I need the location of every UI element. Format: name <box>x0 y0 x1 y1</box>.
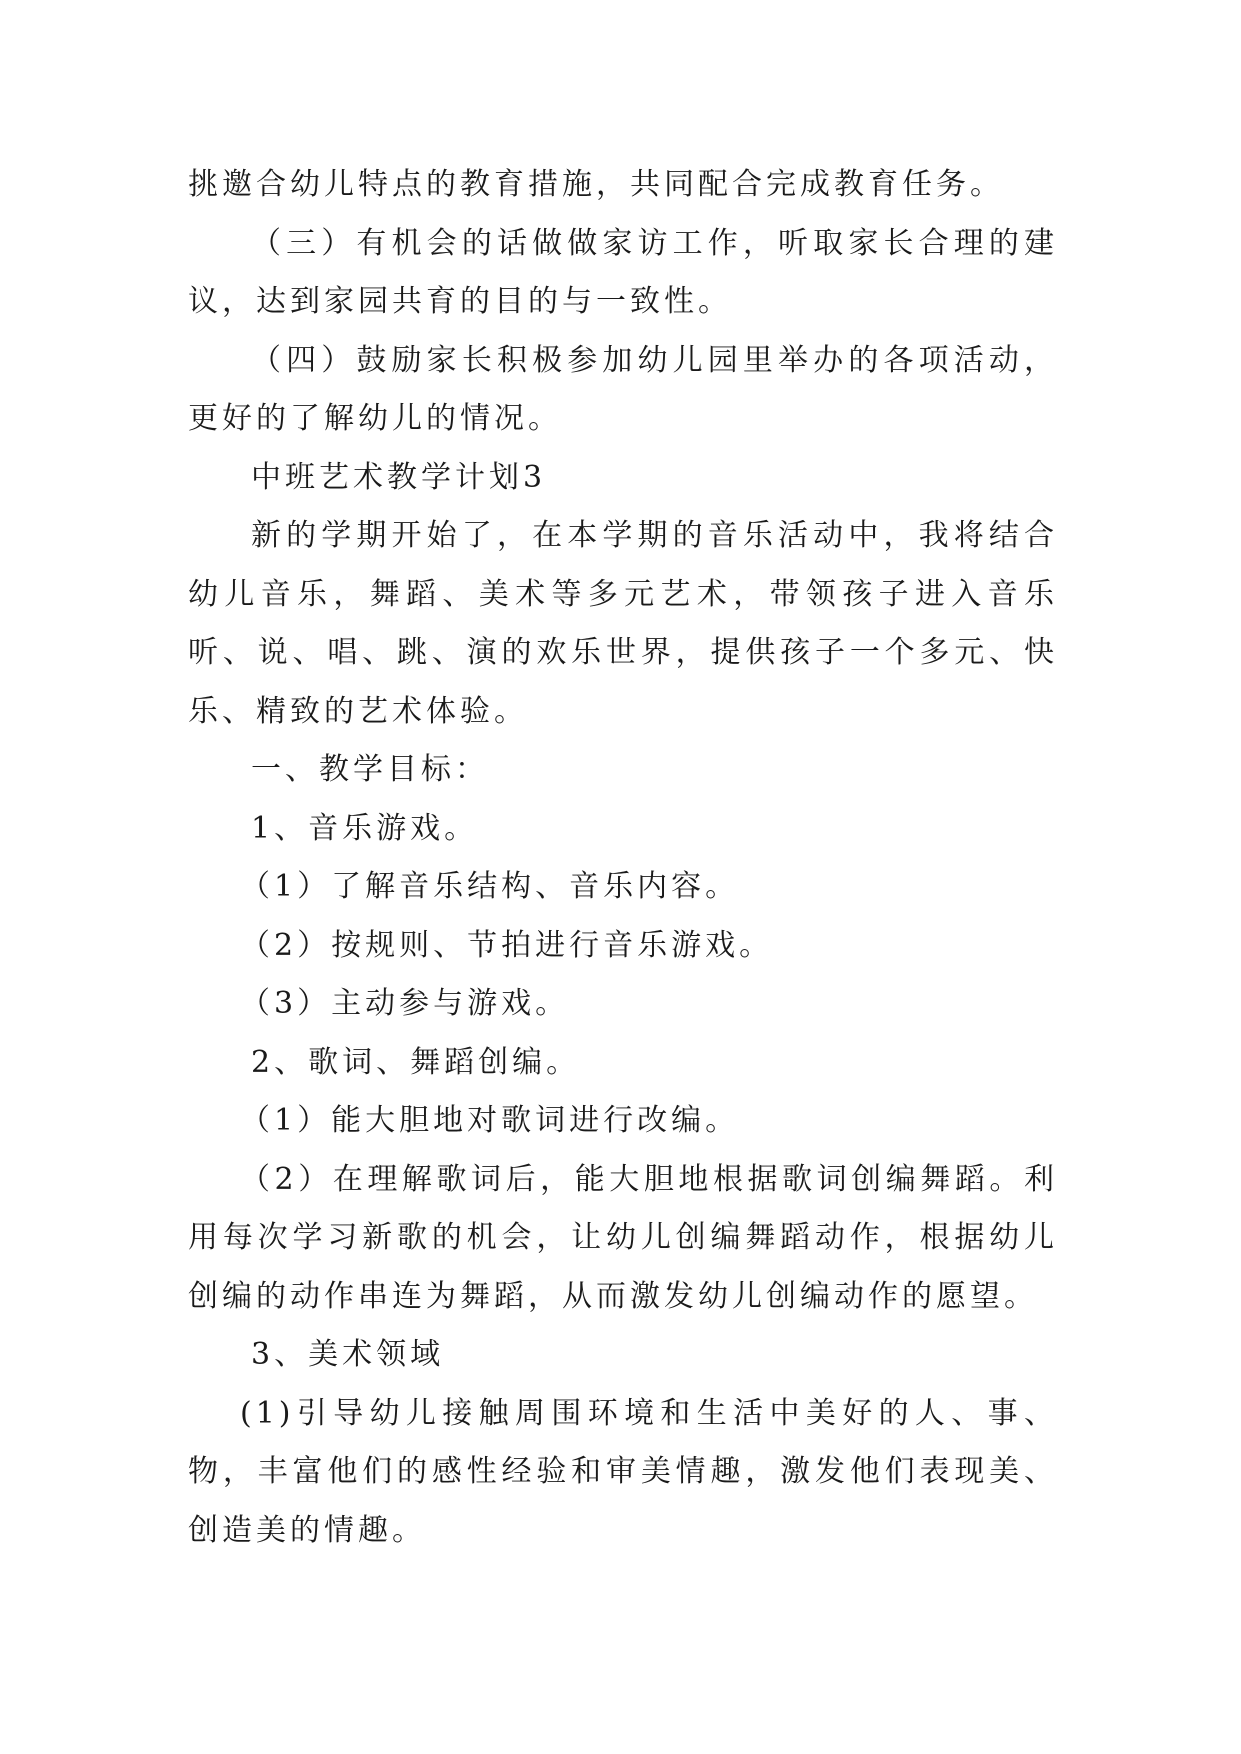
paragraph-intro: 新的学期开始了，在本学期的音乐活动中，我将结合幼儿音乐，舞蹈、美术等多元艺术，带领孩子进入音乐听、说、唱、跳、演的欢乐世界，提供孩子一个多元、快乐、精致的艺术体验。 <box>188 518 1058 729</box>
document-body <box>188 156 1058 1560</box>
subitem-music-structure: （1）了解音乐结构、音乐内容。 <box>240 869 740 904</box>
subitem-active-participation: （3）主动参与游戏。 <box>240 986 570 1021</box>
item-music-games: 1、音乐游戏。 <box>251 810 479 846</box>
subitem-create-dance: （2）在理解歌词后，能大胆地根据歌词创编舞蹈。利用每次学习新歌的机会，让幼儿创编舞蹈动作，根据幼儿创编的动作串连为舞蹈，从而激发幼儿创编动作的愿望。 <box>188 1161 1058 1314</box>
paragraph-continuation: 挑邀合幼儿特点的教育措施，共同配合完成教育任务。 <box>188 167 1004 202</box>
subitem-guide-children: (1)引导幼儿接触周围环境和生活中美好的人、事、物，丰富他们的感性经验和审美情趣，激发他们表现美、创造美的情趣。 <box>188 1395 1058 1548</box>
item-art-field: 3、美术领域 <box>251 1337 445 1372</box>
paragraph-encourage-parents: （四）鼓励家长积极参加幼儿园里举办的各项活动，更好的了解幼儿的情况。 <box>188 342 1058 436</box>
paragraph-home-visit: （三）有机会的话做做家访工作，听取家长合理的建议，达到家园共育的目的与一致性。 <box>188 225 1058 319</box>
section-title: 中班艺术教学计划3 <box>251 459 547 495</box>
heading-teaching-goals: 一、教学目标： <box>251 752 489 787</box>
item-lyrics-dance: 2、歌词、舞蹈创编。 <box>251 1044 581 1080</box>
subitem-rules-rhythm: （2）按规则、节拍进行音乐游戏。 <box>240 927 774 963</box>
subitem-adapt-lyrics: （1）能大胆地对歌词进行改编。 <box>240 1103 740 1138</box>
